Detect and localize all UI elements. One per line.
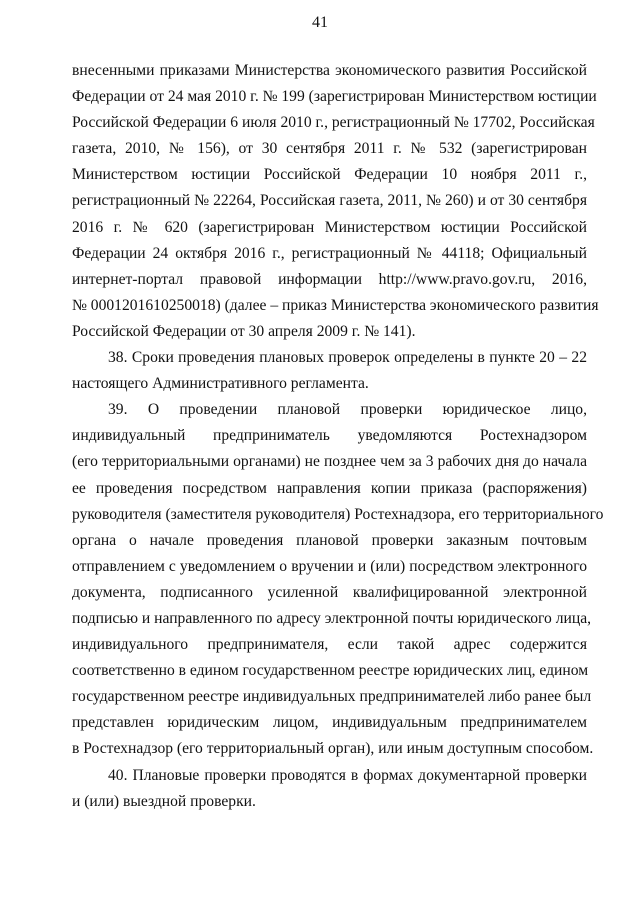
text-line: представлен юридическим лицом, индивидуальным предпринимателем <box>72 714 587 732</box>
text-line: 39. О проведении плановой проверки юридическое лицо, <box>108 401 587 419</box>
text-line: Министерством юстиции Российской Федерации 10 ноября 2011 г., <box>72 166 587 184</box>
page-number: 41 <box>312 14 328 31</box>
text-line: и (или) выездной проверки. <box>72 792 256 810</box>
text-line: Федерации от 24 мая 2010 г. № 199 (зарегистрирован Министерством юстиции <box>72 88 597 106</box>
paragraph-continuation <box>72 58 599 345</box>
text-line: документа, подписанного усиленной квалифицированной электронной <box>72 583 587 601</box>
text-line: Российской Федерации от 30 апреля 2009 г. № 141). <box>72 322 416 340</box>
text-line: ее проведения посредством направления копии приказа (распоряжения) <box>72 479 587 497</box>
text-line: регистрационный № 22264, Российская газета, 2011, № 260) и от 30 сентября <box>72 192 587 210</box>
text-line: подписью и направленного по адресу электронной почты юридического лица, <box>72 609 592 627</box>
text-line: отправлением с уведомлением о вручении и (или) посредством электронного <box>72 557 587 575</box>
text-line: 40. Плановые проверки проводятся в формах документарной проверки <box>108 766 587 784</box>
paragraph-39 <box>72 397 604 762</box>
text-line: в Ростехнадзор (его территориальный орган), или иным доступным способом. <box>72 740 594 758</box>
text-line: 38. Сроки проведения плановых проверок определены в пункте 20 – 22 <box>108 349 587 367</box>
text-line: газета, 2010, № 156), от 30 сентября 2011 г. № 532 (зарегистрирован <box>72 140 587 158</box>
document-body <box>72 58 604 815</box>
paragraph-38 <box>72 345 587 397</box>
text-line: интернет-портал правовой информации http://www.pravo.gov.ru, 2016, <box>72 270 587 288</box>
text-line: государственном реестре индивидуальных предпринимателей либо ранее был <box>72 688 592 706</box>
text-line: соответственно в едином государственном реестре юридических лиц, едином <box>72 662 589 680</box>
text-line: органа о начале проведения плановой проверки заказным почтовым <box>72 531 587 549</box>
text-line: индивидуальный предприниматель уведомляются Ростехнадзором <box>72 427 587 445</box>
text-line: настоящего Административного регламента. <box>72 375 369 393</box>
text-line: № 0001201610250018) (далее – приказ Министерства экономического развития <box>72 296 599 314</box>
text-line: руководителя (заместителя руководителя) Ростехнадзора, его территориального <box>72 505 604 523</box>
text-line: 2016 г. № 620 (зарегистрирован Министерством юстиции Российской <box>72 218 587 236</box>
paragraph-40 <box>72 763 587 815</box>
text-line: внесенными приказами Министерства экономического развития Российской <box>72 62 587 79</box>
text-line: индивидуального предпринимателя, если такой адрес содержится <box>72 636 587 654</box>
text-line: Федерации 24 октября 2016 г., регистрационный № 44118; Официальный <box>72 244 587 262</box>
text-line: (его территориальными органами) не позднее чем за 3 рабочих дня до начала <box>72 453 587 471</box>
text-line: Российской Федерации 6 июля 2010 г., регистрационный № 17702, Российская <box>72 114 595 132</box>
